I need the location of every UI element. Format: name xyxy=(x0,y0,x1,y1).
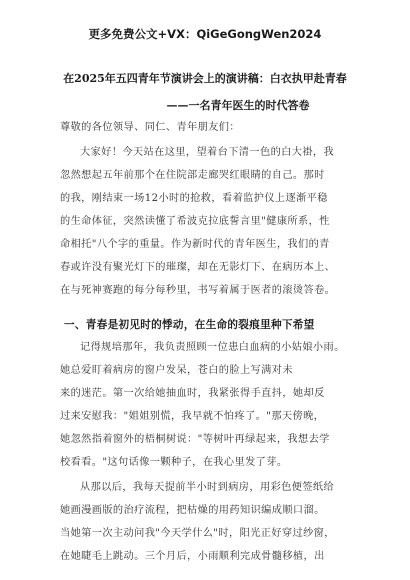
paragraph-1-line: 的我，刚结束一场12小时的抢救，看着监护仪上逐渐平稳 xyxy=(60,193,328,204)
paragraph-2-line: 她忽然指着窗外的梧桐树说："等树叶再绿起来，我想去学 xyxy=(60,434,330,445)
paragraph-2-line: 校看看。"这句话像一颗种子，在我心里发了芽。 xyxy=(60,457,288,468)
document-subtitle: ——一名青年医生的时代答卷 xyxy=(166,99,310,112)
watermark-header: 更多免费公文+VX：QiGeGongWen2024 xyxy=(88,27,322,41)
paragraph-1-line: 春或许没有聚光灯下的璀璨，却在无影灯下、在病历本上、 xyxy=(60,262,336,273)
paragraph-2-line: 过来安慰我："姐姐别慌，我早就不怕疼了。"那天傍晚， xyxy=(60,411,325,422)
paragraph-2-line: 她总爱盯着病房的窗户发呆，苍白的脸上写满对未 xyxy=(60,365,293,376)
paragraph-2-line: 来的迷茫。第一次给她抽血时，我紧张得手直抖，她却反 xyxy=(60,388,325,399)
document-title: 在2025年五四青年节演讲会上的演讲稿：白衣执甲赴青春 xyxy=(63,72,347,85)
paragraph-3-line: 她画漫画版的治疗流程，把枯燥的用药知识编成顺口溜。 xyxy=(60,505,325,516)
paragraph-1-line: 在与死神赛跑的每分每秒里，书写着属于医者的滚烫答卷。 xyxy=(60,285,336,296)
salutation: 尊敬的各位领导、同仁、青年朋友们： xyxy=(60,122,240,133)
paragraph-1-line: 忽然想起五年前那个在住院部走廊哭红眼睛的自己。那时 xyxy=(60,170,325,181)
paragraph-3-line: 在她睫毛上跳动。三个月后，小雨顺利完成骨髓移植，出 xyxy=(60,551,325,562)
paragraph-1-line: 大家好！今天站在这里，望着台下清一色的白大褂，我 xyxy=(80,147,335,158)
paragraph-2-line: 记得规培那年，我负责照顾一位患白血病的小姑娘小雨。 xyxy=(80,342,345,353)
paragraph-1-line: 命相托"八个字的重量。作为新时代的青年医生，我们的青 xyxy=(60,239,330,250)
section-heading-1: 一、青春是初见时的悸动，在生命的裂痕里种下希望 xyxy=(64,319,315,331)
paragraph-3-line: 从那以后，我每天提前半小时到病房，用彩色便签纸给 xyxy=(80,482,335,493)
paragraph-1-line: 的生命体征，突然读懂了希波克拉底誓言里"健康所系，性 xyxy=(60,216,330,227)
paragraph-3-line: 当她第一次主动问我"今天学什么"时，阳光正好穿过纱窗， xyxy=(60,528,335,539)
